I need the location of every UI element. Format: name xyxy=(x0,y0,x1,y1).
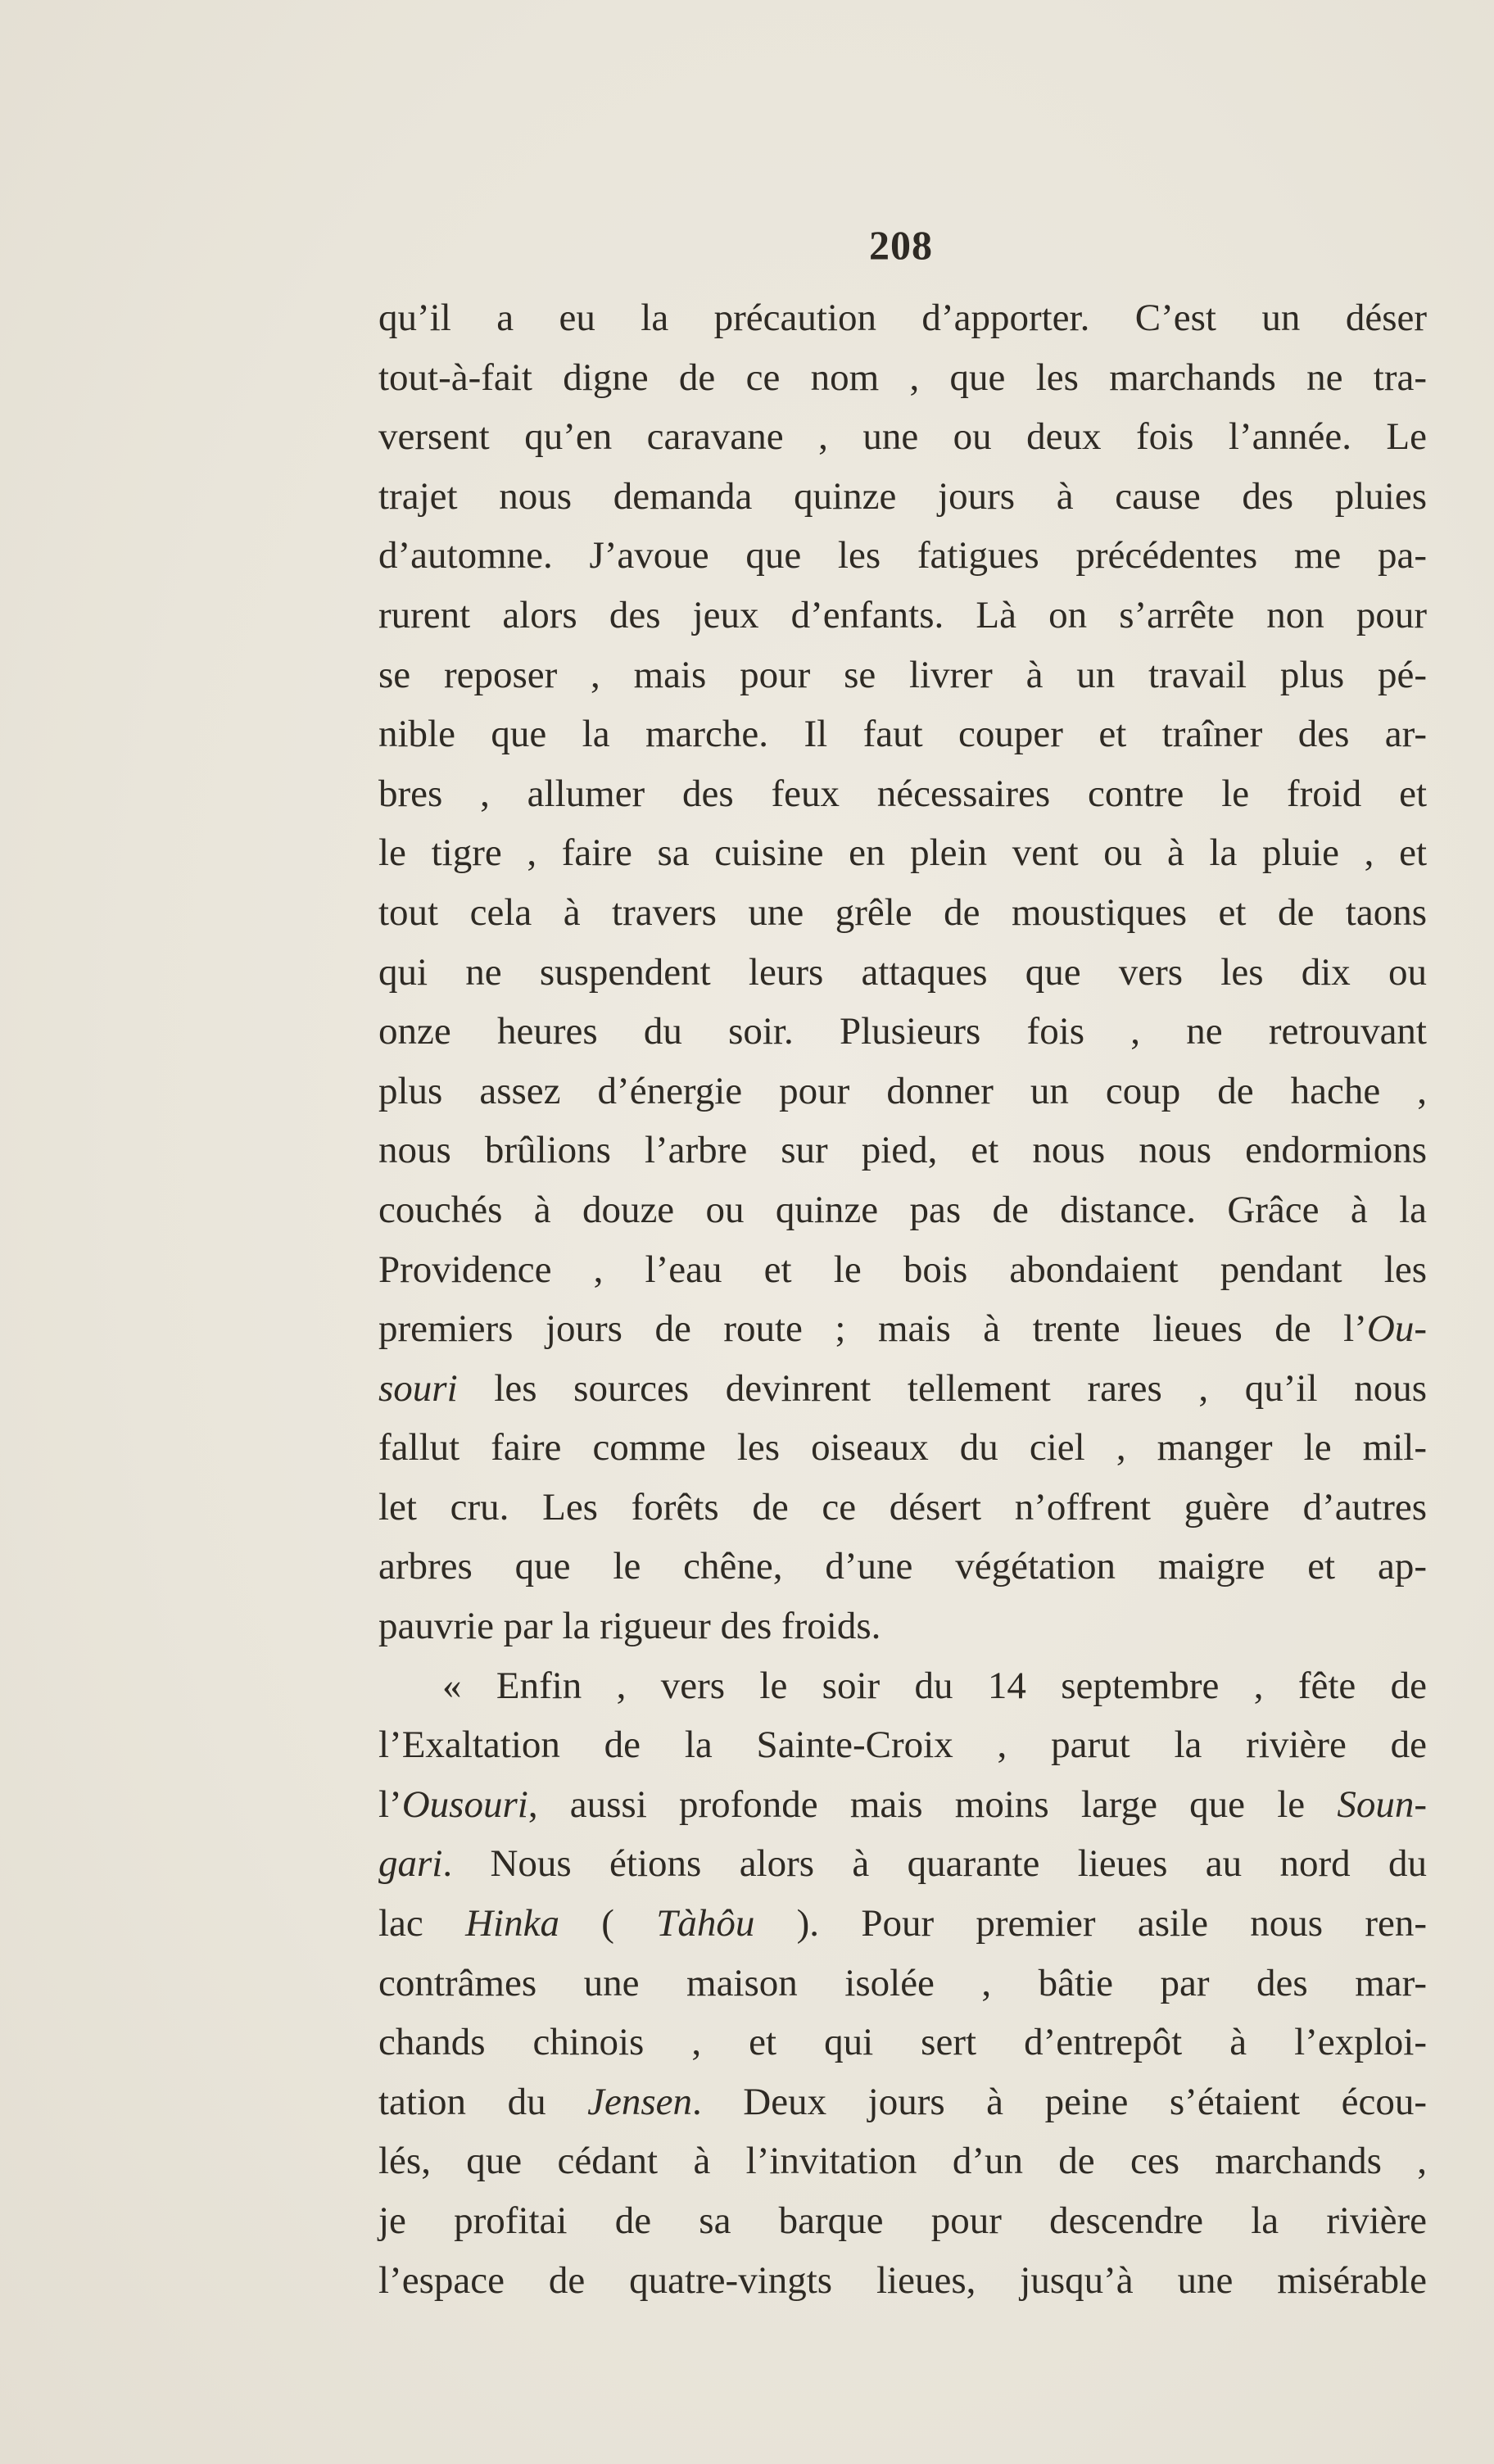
text-line xyxy=(378,1299,1427,1359)
text-line: je profitai de sa barque pour descendre la rivière xyxy=(378,2199,1427,2242)
italic-text: Jensen xyxy=(587,2080,692,2123)
text-line: nible que la marche. Il faut couper et traîner des ar- xyxy=(378,713,1427,756)
text-line: nous brûlions l’arbre sur pied, et nous nous endormions xyxy=(378,1129,1427,1172)
text-segment: l’ xyxy=(378,1782,402,1826)
text-line: se reposer , mais pour se livrer à un travail plus pé- xyxy=(378,653,1427,696)
italic-text: Tàhôu xyxy=(656,1902,755,1945)
text-line xyxy=(378,1775,1427,1835)
text-line: onze heures du soir. Plusieurs fois , ne retrouvant xyxy=(378,1010,1427,1053)
italic-text: Hinka xyxy=(465,1902,559,1945)
text-line: trajet nous demanda quinze jours à cause des pluies xyxy=(378,474,1427,518)
body-text xyxy=(378,288,1427,2310)
italic-text: Soun- xyxy=(1337,1782,1427,1826)
text-line: qui ne suspendent leurs attaques que vers les dix ou xyxy=(378,950,1427,994)
text-segment: . Nous étions alors à quarante lieues au nord du xyxy=(442,1842,1427,1886)
text-line: bres , allumer des feux nécessaires contre le froid et xyxy=(378,772,1427,815)
text-line: le tigre , faire sa cuisine en plein vent ou à la pluie , et xyxy=(378,831,1427,875)
italic-text: gari xyxy=(378,1842,443,1886)
text-segment: , aussi profonde mais moins large que le xyxy=(527,1782,1338,1826)
text-line: qu’il a eu la précaution d’apporter. C’est un déser xyxy=(378,297,1427,339)
text-line: versent qu’en caravane , une ou deux fois l’année. Le xyxy=(378,415,1427,459)
text-line: chands chinois , et qui sert d’entrepôt à l’exploi- xyxy=(378,2021,1427,2064)
text-line: lés, que cédant à l’invitation d’un de ces marchands , xyxy=(378,2140,1427,2183)
italic-text: Ousouri xyxy=(401,1782,528,1826)
text-line: couchés à douze ou quinze pas de distance. Grâce à la xyxy=(378,1188,1427,1231)
text-line: tout-à-fait digne de ce nom , que les marchands ne tra- xyxy=(378,356,1427,399)
text-segment: lac xyxy=(378,1902,466,1945)
text-line xyxy=(378,1834,1427,1894)
text-line: let cru. Les forêts de ce désert n’offrent guère d’autres xyxy=(378,1485,1427,1529)
text-segment: ). Pour premier asile nous ren- xyxy=(754,1902,1428,1945)
italic-text: souri xyxy=(378,1366,458,1410)
text-line xyxy=(378,1894,1427,1954)
text-segment: premiers jours de route ; mais à trente lieues de l’ xyxy=(378,1307,1367,1351)
text-segment: les sources devinrent tellement rares , qu’il nous xyxy=(457,1366,1427,1410)
italic-text: Ou- xyxy=(1366,1307,1427,1351)
text-segment: ( xyxy=(559,1902,657,1945)
text-segment: . Deux jours à peine s’étaient écou- xyxy=(692,2080,1427,2123)
text-line: rurent alors des jeux d’enfants. Là on s’arrête non pour xyxy=(378,593,1427,636)
text-line xyxy=(378,1359,1427,1419)
text-line: l’Exaltation de la Sainte-Croix , parut la rivière de xyxy=(378,1723,1427,1767)
text-line: fallut faire comme les oiseaux du ciel , manger le mil- xyxy=(378,1426,1427,1470)
text-line: l’espace de quatre-vingts lieues, jusqu’à une misérable xyxy=(378,2258,1427,2302)
text-line: « Enfin , vers le soir du 14 septembre , fête de xyxy=(442,1664,1427,1707)
text-line: d’automne. J’avoue que les fatigues précédentes me pa- xyxy=(378,534,1427,578)
text-line: arbres que le chêne, d’une végétation maigre et ap- xyxy=(378,1545,1427,1588)
text-line: tout cela à travers une grêle de moustiques et de taons xyxy=(378,890,1427,934)
text-line: pauvrie par la rigueur des froids. xyxy=(378,1605,881,1648)
text-line xyxy=(378,2072,1427,2132)
text-line: Providence , l’eau et le bois abondaient pendant les xyxy=(378,1248,1427,1291)
text-line: contrâmes une maison isolée , bâtie par des mar- xyxy=(378,1961,1427,2004)
text-segment: tation du xyxy=(378,2080,588,2123)
text-line: plus assez d’énergie pour donner un coup de hache , xyxy=(378,1069,1427,1112)
page-number: 208 xyxy=(869,222,933,268)
